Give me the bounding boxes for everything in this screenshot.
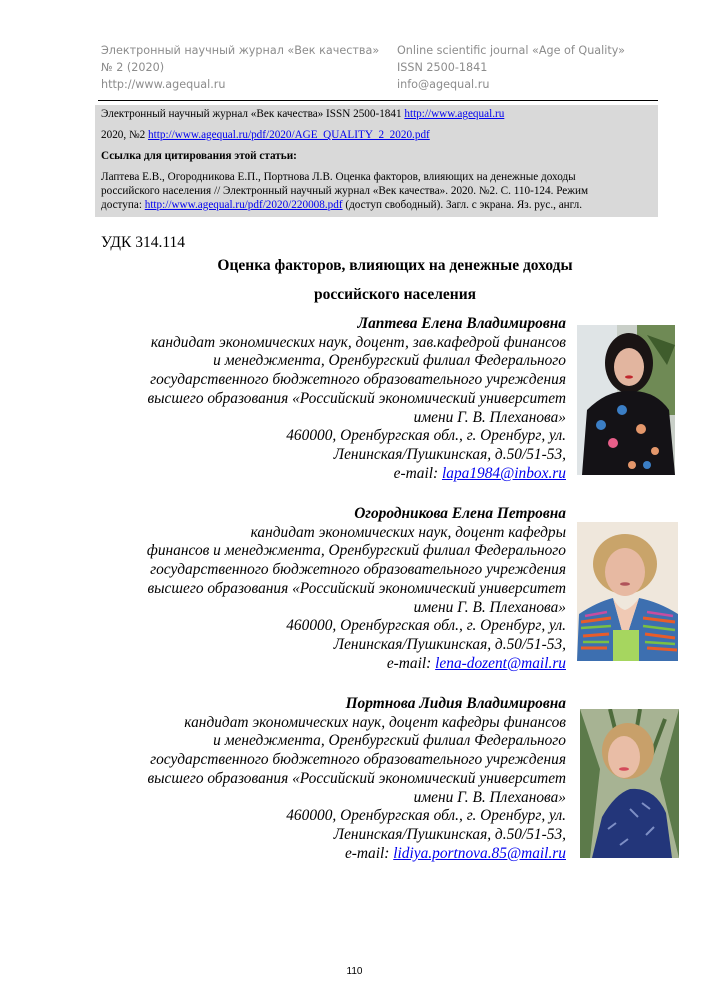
author-address-line: Ленинская/Пушкинская, д.50/51-53, <box>333 825 566 843</box>
citation-issue-text: 2020, №2 <box>101 129 149 141</box>
email-label: e-mail: <box>393 464 442 482</box>
author-email-link[interactable]: lapa1984@inbox.ru <box>441 464 566 482</box>
header-left <box>101 42 379 93</box>
author-address-line: 460000, Оренбургская обл., г. Оренбург, ул. <box>286 807 566 825</box>
author-photo <box>577 325 675 475</box>
author-block <box>66 695 566 863</box>
article-pdf-link[interactable]: http://www.agequal.ru/pdf/2020/220008.pdf <box>144 199 343 211</box>
author-affiliation-line: государственного бюджетного образовательного учреждения <box>150 561 566 579</box>
issue-pdf-link[interactable]: http://www.agequal.ru/pdf/2020/AGE_QUALITY_2_2020.pdf <box>148 129 430 141</box>
citation-text-line-1: Лаптева Е.В., Огородникова Е.П., Портнова Л.В. Оценка факторов, влияющих на денежные доходы <box>101 171 576 183</box>
author-affiliation-line: высшего образования «Российский экономический университет <box>147 769 566 787</box>
author-affiliation-line: государственного бюджетного образовательного учреждения <box>150 371 566 389</box>
header-right <box>397 42 625 93</box>
author-photo <box>577 522 678 661</box>
header-journal-ru: Электронный научный журнал «Век качества» <box>101 44 380 57</box>
citation-journal-line <box>101 108 504 122</box>
portrait-image <box>580 709 679 858</box>
citation-access-note: (доступ свободный). Загл. с экрана. Яз. рус., англ. <box>342 199 583 211</box>
citation-issue-line <box>101 129 430 143</box>
author-affiliation-line: кандидат экономических наук, доцент, зав.кафедрой финансов <box>150 333 566 351</box>
author-affiliation-line: и менеджмента, Оренбургский филиал Федерального <box>213 732 566 750</box>
article-title-line-2: российского населения <box>313 286 477 303</box>
author-address-line: 460000, Оренбургская обл., г. Оренбург, ул. <box>286 427 566 445</box>
email-label: e-mail: <box>344 844 394 862</box>
citation-heading: Ссылка для цитирования этой статьи: <box>101 150 297 162</box>
author-address-line: Ленинская/Пушкинская, д.50/51-53, <box>333 635 566 653</box>
author-block <box>66 505 566 673</box>
author-affiliation-line: финансов и менеджмента, Оренбургский филиал Федерального <box>146 542 566 560</box>
author-name: Огородникова Елена Петровна <box>354 505 566 522</box>
email-label: e-mail: <box>386 654 436 672</box>
author-affiliation-line: имени Г. В. Плеханова» <box>413 408 566 426</box>
header-issue: № 2 (2020) <box>101 61 165 74</box>
header-email: info@agequal.ru <box>397 78 490 91</box>
author-affiliation-line: высшего образования «Российский экономический университет <box>147 579 566 597</box>
header-journal-en: Online scientific journal «Age of Quality» <box>397 44 626 57</box>
author-affiliation-line: государственного бюджетного образовательного учреждения <box>150 751 566 769</box>
citation-text-line-2: российского населения // Электронный научный журнал «Век качества». 2020. №2. С. 110-124. Режим <box>101 185 589 197</box>
header-site: http://www.agequal.ru <box>101 78 226 91</box>
author-affiliation-line: высшего образования «Российский экономический университет <box>147 389 566 407</box>
author-email-line <box>66 465 566 484</box>
udk-code: УДК 314.114 <box>101 234 185 251</box>
author-affiliation-line: имени Г. В. Плеханова» <box>413 598 566 616</box>
article-title-line-1: Оценка факторов, влияющих на денежные доходы <box>217 257 573 274</box>
author-email-link[interactable]: lidiya.portnova.85@mail.ru <box>393 844 566 862</box>
portrait-image <box>577 325 675 475</box>
author-name: Портнова Лидия Владимировна <box>345 695 566 712</box>
citation-access-label: доступа: <box>101 199 145 211</box>
author-photo <box>580 709 679 858</box>
author-address-line: 460000, Оренбургская обл., г. Оренбург, ул. <box>286 617 566 635</box>
header-divider <box>98 100 658 101</box>
citation-journal-text: Электронный научный журнал «Век качества» ISSN 2500-1841 <box>101 108 405 120</box>
author-address-line: Ленинская/Пушкинская, д.50/51-53, <box>333 445 566 463</box>
page-number: 110 <box>346 966 363 977</box>
citation-text-line-3 <box>101 199 582 213</box>
author-block <box>66 315 566 483</box>
author-affiliation-line: кандидат экономических наук, доцент кафедры <box>250 523 566 541</box>
author-affiliation-line: кандидат экономических наук, доцент кафедры финансов <box>184 713 566 731</box>
journal-link[interactable]: http://www.agequal.ru <box>404 108 505 120</box>
portrait-image <box>577 522 678 661</box>
author-name: Лаптева Елена Владимировна <box>357 315 566 332</box>
author-affiliation-line: и менеджмента, Оренбургский филиал Федерального <box>213 352 566 370</box>
header-issn: ISSN 2500-1841 <box>397 61 488 74</box>
author-email-link[interactable]: lena-dozent@mail.ru <box>435 654 566 672</box>
author-email-line <box>66 655 566 674</box>
author-email-line <box>66 845 566 864</box>
author-affiliation-line: имени Г. В. Плеханова» <box>413 788 566 806</box>
citation-box <box>95 105 658 217</box>
